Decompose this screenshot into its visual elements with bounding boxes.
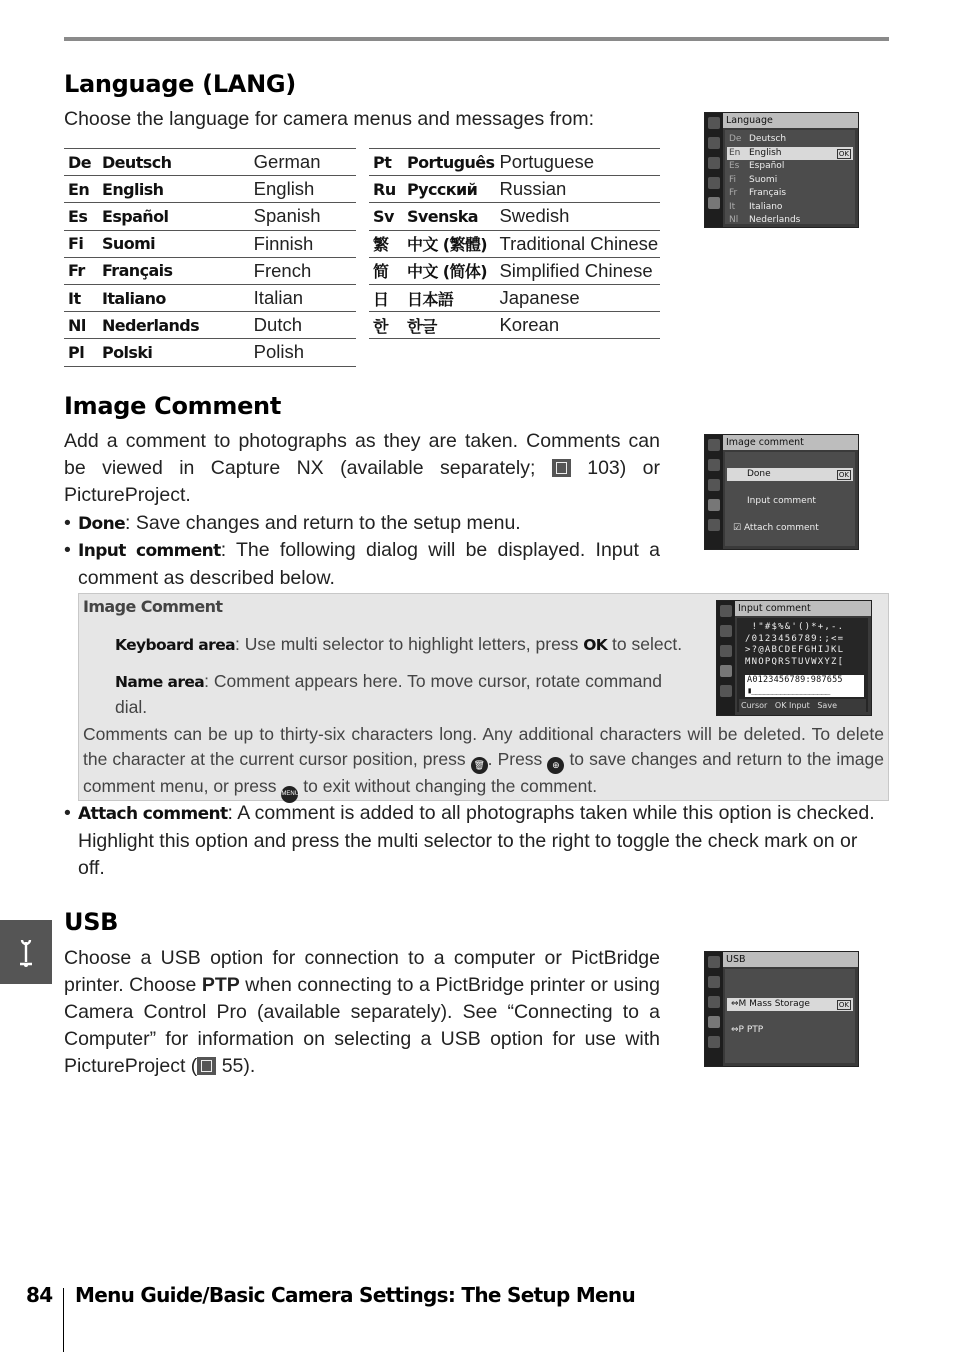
screen-item-it: It Italiano [729, 201, 783, 212]
usb-heading: USB [64, 908, 119, 936]
lang-english-name: Simplified Chinese [495, 257, 660, 284]
language-row [64, 149, 356, 176]
image-comment-infobox [78, 593, 889, 801]
screen-item-fr: Fr Français [729, 188, 787, 198]
input-text: : The following dialog will be displayed. Input a comment as described below. [78, 539, 660, 589]
bullet-done: • Done: Save changes and return to the setup menu. [64, 512, 521, 534]
lang-english-name: Portuguese [495, 149, 660, 176]
menu-icon: MENU [281, 786, 298, 803]
lang-english-name: German [250, 149, 356, 176]
footer-title: Menu Guide/Basic Camera Settings: The Setup Menu [75, 1283, 635, 1307]
top-rule [64, 37, 889, 41]
keyboard-row: /0123456789:;<= [745, 633, 845, 644]
image-comment-screen [704, 434, 859, 550]
ptp-term: PTP [201, 974, 240, 996]
language-row [64, 203, 356, 230]
book-reference-icon [552, 459, 571, 477]
image-comment-heading: Image Comment [64, 392, 281, 420]
lang-english-name: Spanish [250, 203, 356, 230]
lang-english-name: French [250, 257, 356, 284]
screen-item-attach: ☑ Attach comment [733, 523, 819, 533]
lang-code: Fi [64, 230, 98, 257]
bullet-attach-comment: • Attach comment: A comment is added to all photographs taken while this option is checked. Highlight this option and press the multi selector to the right to toggle the check mark on or off. [64, 802, 875, 879]
lang-native-name: Español [98, 203, 250, 230]
lang-native-name: Deutsch [98, 149, 250, 176]
lang-english-name: English [250, 176, 356, 203]
name-area: A0123456789:987655 ▮___________________ [745, 675, 864, 697]
lang-english-name: Finnish [250, 230, 356, 257]
lang-english-name: Japanese [495, 284, 660, 311]
lang-code: Nl [64, 312, 98, 339]
lang-code: Fr [64, 257, 98, 284]
screen-item-de: De Deutsch [729, 134, 787, 144]
language-row [64, 284, 356, 311]
language-row [64, 257, 356, 284]
usb-icon: ⇔P [731, 1025, 747, 1035]
keyboard-area-desc: Keyboard area: Use multi selector to highlight letters, press OK to select. [115, 634, 683, 654]
lang-code: 简 [369, 257, 403, 284]
language-table-left [64, 148, 356, 367]
screen-item-es: Es Español [729, 161, 785, 171]
lang-native-name: 한글 [403, 312, 495, 339]
lang-english-name: Korean [495, 312, 660, 339]
screen-item-en: En English OK [727, 147, 853, 160]
usb-text: Choose a USB option for connection to a computer or PictBridge printer. Choose PTP when connecting to a PictBridge printer or using Camera Control Pro (available separately). See “Connecting to a Computer” for information on selecting a USB option for use with PictureProject ( 55). [64, 947, 660, 1077]
language-row [369, 149, 660, 176]
screen-item-nl: Nl Nederlands [729, 215, 801, 225]
keyboard-area [745, 622, 844, 668]
lang-native-name: Polski [98, 339, 250, 366]
wrench-icon [0, 920, 52, 984]
lang-code: 日 [369, 284, 403, 311]
lang-english-name: Swedish [495, 203, 660, 230]
lang-native-name: Italiano [98, 284, 250, 311]
lang-code: 한 [369, 312, 403, 339]
screen-item-fi: Fi Suomi [729, 174, 778, 185]
attach-text: : A comment is added to all photographs taken while this option is checked. Highlight this option and press the multi selector to the right to toggle the check mark on or off. [78, 802, 875, 879]
screen-title: Image comment [723, 435, 858, 450]
lang-native-name: 中文 (繁體) [403, 230, 495, 257]
lang-native-name: 日本語 [403, 284, 495, 311]
footer-rule [63, 1288, 64, 1352]
delete-icon: 🗑 [471, 757, 488, 774]
screen-title: Input comment [735, 601, 871, 616]
language-row [369, 203, 660, 230]
intro-ref: 103) or PictureProject. [64, 457, 661, 506]
language-row [369, 312, 660, 339]
input-term: Input comment [78, 541, 221, 561]
screen-sidebar [705, 113, 723, 227]
lang-code: De [64, 149, 98, 176]
lang-code: Pt [369, 149, 403, 176]
screen-item-input: Input comment [747, 496, 816, 506]
lang-native-name: Nederlands [98, 312, 250, 339]
language-row [64, 339, 356, 366]
screen-footer: Cursor OK Input Save [739, 699, 866, 712]
setup-menu-tab [0, 920, 52, 984]
screen-list [725, 130, 855, 224]
lang-native-name: 中文 (简体) [403, 257, 495, 284]
screen-sidebar [717, 601, 735, 715]
zoom-icon: ⊕ [547, 757, 564, 774]
infobox-title: Image Comment [83, 597, 223, 616]
screen-item-ptp: ⇔P PTP [731, 1025, 764, 1035]
keyboard-row: !"#$%&'()*+,-. [745, 622, 845, 632]
lang-code: En [64, 176, 98, 203]
lang-english-name: Dutch [250, 312, 356, 339]
done-text: : Save changes and return to the setup menu. [125, 512, 521, 534]
language-row [64, 176, 356, 203]
book-reference-icon [197, 1057, 216, 1075]
lang-native-name: English [98, 176, 250, 203]
usb-icon: ⇔M [731, 999, 750, 1009]
attach-term: Attach comment [78, 804, 228, 824]
name-area-desc: Name area: Comment appears here. To move cursor, rotate command dial. [115, 671, 662, 717]
language-row [64, 230, 356, 257]
bullet-input-comment: • Input comment: The following dialog will be displayed. Input a comment as described below. [64, 539, 660, 589]
lang-english-name: Traditional Chinese [495, 230, 660, 257]
lang-english-name: Russian [495, 176, 660, 203]
lang-code: It [64, 284, 98, 311]
language-row [369, 230, 660, 257]
language-heading: Language (LANG) [64, 70, 296, 98]
lang-english-name: Italian [250, 284, 356, 311]
image-comment-intro [64, 428, 660, 509]
screen-item-done: Done OK [727, 468, 853, 481]
lang-native-name: Русский [403, 176, 495, 203]
input-comment-screen [716, 600, 872, 716]
intro-text: Add a comment to photographs as they are taken. Comments can be viewed in Capture NX (available separately; [64, 430, 660, 479]
page-number: 84 [26, 1283, 53, 1307]
language-row [369, 284, 660, 311]
lang-code: Es [64, 203, 98, 230]
language-row [64, 312, 356, 339]
screen-title: Language [723, 113, 858, 128]
screen-sidebar [705, 952, 723, 1066]
lang-code: Sv [369, 203, 403, 230]
lang-english-name: Polish [250, 339, 356, 366]
checkbox-icon: ☑ [733, 523, 744, 533]
lang-code: 繁 [369, 230, 403, 257]
lang-native-name: Português [403, 149, 495, 176]
screen-title: USB [723, 952, 858, 967]
language-row [369, 176, 660, 203]
screen-item-mass-storage: ⇔M Mass Storage OK [727, 998, 853, 1011]
done-term: Done [78, 514, 126, 534]
language-table-right [369, 148, 660, 339]
keyboard-row: >?@ABCDEFGHIJKL [745, 645, 845, 655]
screen-sidebar [705, 435, 723, 549]
lang-code: Pl [64, 339, 98, 366]
usb-screen [704, 951, 859, 1067]
infobox-note: Comments can be up to thirty-six characters long. Any additional characters will be deleted. To delete the character at the current cursor position, press 🗑 . Press ⊕ to save changes and return to the image comment menu, or press MENU to exit without changing the comment. [83, 722, 884, 803]
lang-native-name: Svenska [403, 203, 495, 230]
language-screen [704, 112, 859, 228]
lang-code: Ru [369, 176, 403, 203]
keyboard-row: MNOPQRSTUVWXYZ[ [745, 656, 845, 667]
language-row [369, 257, 660, 284]
lang-native-name: Suomi [98, 230, 250, 257]
lang-native-name: Français [98, 257, 250, 284]
language-intro: Choose the language for camera menus and messages from: [64, 108, 595, 130]
